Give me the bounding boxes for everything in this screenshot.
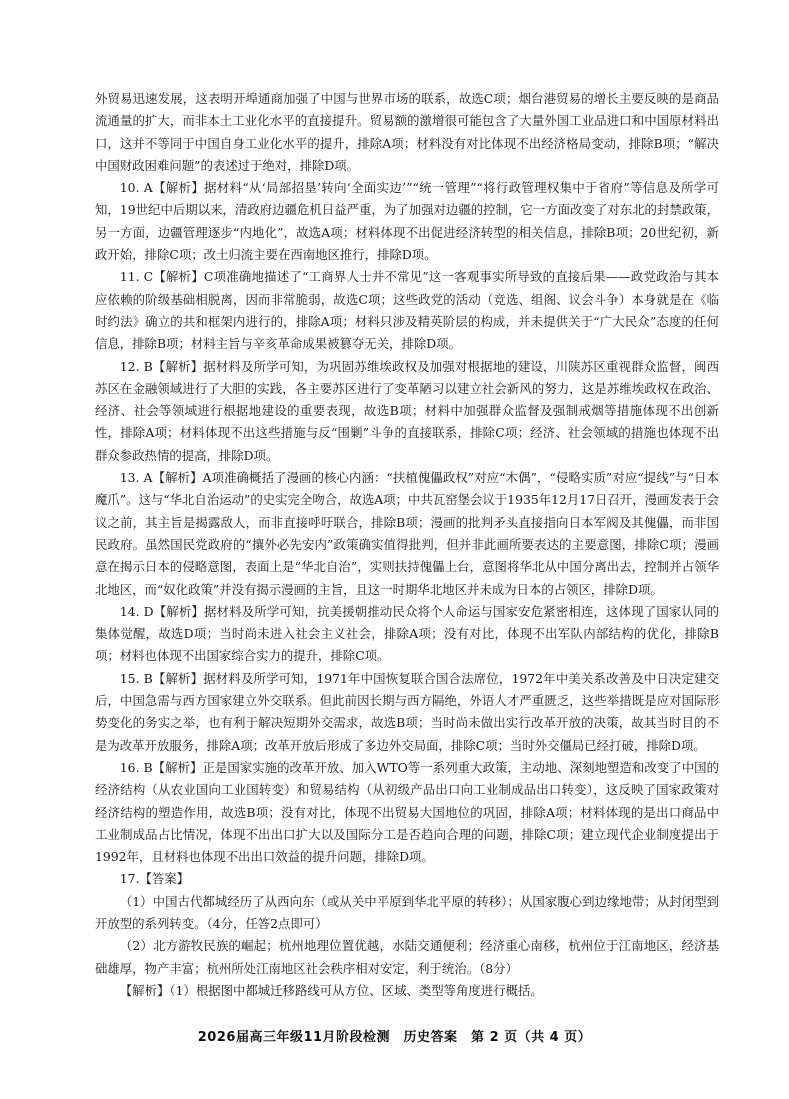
q17-analysis: 【解析】（1）根据图中都城迁移路线可从方位、区域、类型等角度进行概括。 [119, 982, 543, 998]
paragraph-q14: 14. D【解析】据材料及所学可知，抗美援朝推动民众将个人命运与国家安危紧密相连，这体现了国家认同的集体觉醒，故选D项；当时尚未进入社会主义社会，排除A项；没有对比，体现不出军队内部结构的优化，排除B项；材料也体现不出国家综合实力的提升，排除C项。 [95, 603, 719, 664]
paragraph-q11: 11. C【解析】C项准确地描述了“工商界人士并不常见”这一客观事实所导致的直接后果——政党政治与其本应依赖的阶级基础相脱离，因而非常脆弱，故选C项；这些政党的活动（竞选、组阁、议会斗争）本身就是在《临时约法》确立的共和框架内进行的，排除A项；材料只涉及精英阶层的构成，并未提供关于“广大民众”态度的任何信息，排除B项；材料主旨与辛亥革命成果被篡夺无关，排除D项。 [95, 269, 719, 352]
paragraph-q10: 10. A【解析】据材料“从‘局部招垦’转向‘全面实边’”“统一管理”“将行政管理权集中于省府”等信息及所学可知，19世纪中后期以来，清政府边疆危机日益严重，为了加强对边疆的控制，它一方面改变了对东北的封禁政策，另一方面，边疆管理逐步“内地化”，故选A项；材料体现不出促进经济转型的相关信息，排除B项；20世纪初，新政开始，排除C项；改土归流主要在西南地区推行，排除D项。 [95, 180, 719, 263]
paragraph-q13: 13. A【解析】A项准确概括了漫画的核心内涵：“扶植傀儡政权”对应“木偶”，“侵略实质”对应“提线”与“日本魔爪”。这与“华北自治运动”的史实完全吻合，故选A项；中共瓦窑堡会议于1935年12月17日召开，漫画发表于会议之前，其主旨是揭露敌人，而非直接呼吁联合，排除B项；漫画的批判矛头直接指向日本军阀及其傀儡，而非国民政府。虽然国民党政府的“攘外必先安内”政策确实值得批判，但并非此画所要表达的主要意图，排除C项；漫画意在揭示日本的侵略意图，表面上是“华北自治”，实则扶持傀儡上台，意图将华北从中国分离出去，控制并占领华北地区，而“奴化政策”并没有揭示漫画的主旨，且这一时期华北地区并未成为日本的占领区，排除D项。 [95, 470, 719, 597]
paragraph-q15: 15. B【解析】据材料及所学可知，1971年中国恢复联合国合法席位，1972年中美关系改善及中日决定建交后，中国急需与西方国家建立外交联系。但此前因长期与西方隔绝，外语人才严重匮乏，这些举措既是应对国际形势变化的务实之举，也有利于解决短期外交需求，故选B项；当时尚未做出实行改革开放的决策，故其当时目的不是为改革开放服务，排除A项；改革开放后形成了多边外交局面，排除C项；当时外交僵局已经打破，排除D项。 [95, 670, 719, 753]
q17-answer-1: （1）中国古代都城经历了从西向东（或从关中平原到华北平原的转移）；从国家腹心到边缘地带；从封闭型到开放型的系列转变。（4分，任答2点即可） [95, 893, 719, 931]
paragraph-q9-continued: 外贸易迅速发展，这表明开埠通商加强了中国与世界市场的联系，故选C项；烟台港贸易的增长主要反映的是商品流通量的扩大，而非本土工业化水平的直接提升。贸易额的激增很可能包含了大量外国工业品进口和中国原材料出口，这并不等同于中国自身工业化水平的提升，排除A项；材料没有对比体现不出经济格局变动，排除B项；“解决中国财政困难问题”的表述过于绝对，排除D项。 [95, 91, 719, 173]
q17-heading: 17.【答案】 [119, 871, 190, 887]
paragraph-q16: 16. B【解析】正是国家实施的改革开放、加入WTO等一系列重大政策，主动地、深刻地塑造和改变了中国的经济结构（从农业国向工业国转变）和贸易结构（从初级产品出口向工业制成品出口转变），这反映了国家政策对经济结构的塑造作用，故选B项；没有对比，体现不出贸易大国地位的巩固，排除A项；材料体现的是出口商品中工业制成品占比情况，体现不出出口扩大以及国际分工是否趋向合理的问题，排除C项；建立现代企业制度提出于1992年，且材料也体现不出出口效益的提升问题，排除D项。 [95, 759, 719, 865]
page-footer: 2026届高三年级11月阶段检测 历史答案 第 2 页（共 4 页） [197, 1030, 592, 1045]
q17-answer-2: （2）北方游牧民族的崛起；杭州地理位置优越，水陆交通便利；经济重心南移，杭州位于江南地区，经济基础雄厚，物产丰富；杭州所处江南地区社会秩序相对安定，利于统治。（8分） [95, 938, 719, 976]
paragraph-q12: 12. B【解析】据材料及所学可知，为巩固苏维埃政权及加强对根据地的建设，川陕苏区重视群众监督，闽西苏区在金融领域进行了大胆的实践，各主要苏区进行了变革陋习以建立社会新风的努力，这是苏维埃政权在政治、经济、社会等领域进行根据地建设的重要表现，故选B项；材料中加强群众监督及强制戒烟等措施体现不出创新性，排除A项；材料体现不出这些措施与反“围剿”斗争的直接联系，排除C项；经济、社会领域的措施也体现不出群众参政热情的提高，排除D项。 [95, 358, 719, 463]
